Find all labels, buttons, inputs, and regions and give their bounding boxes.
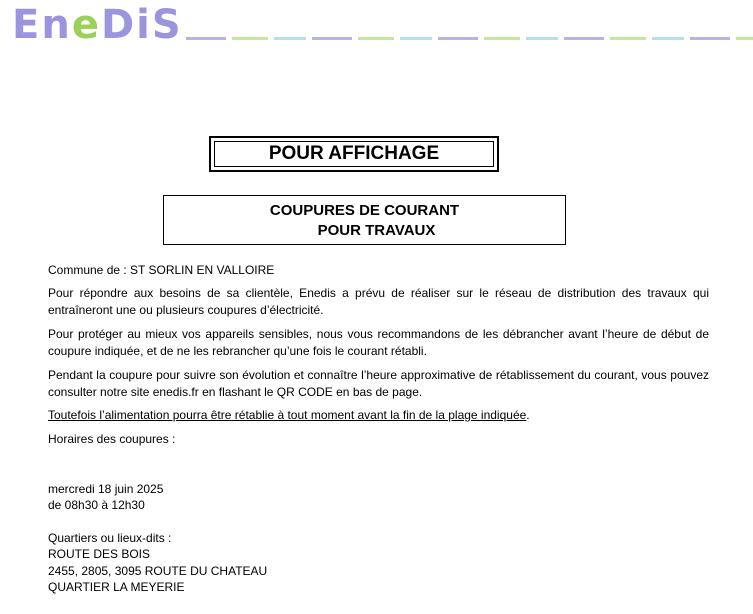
coupures-title-line1: COUPURES DE COURANT <box>269 202 460 219</box>
affichage-box <box>209 136 499 172</box>
schedule-hours: de 08h30 à 12h30 <box>48 498 145 512</box>
commune-line: Commune de : ST SORLIN EN VALLOIRE <box>48 263 275 277</box>
coupures-box <box>163 195 566 245</box>
horaires-label: Horaires des coupures : <box>48 432 176 446</box>
notice-line <box>48 407 709 424</box>
schedule-date: mercredi 18 juin 2025 <box>48 482 164 496</box>
notice-underlined: Toutefois l’alimentation pourra être rétablie à tout moment avant la fin de la plage indiquée <box>48 408 527 422</box>
logo-part-1: En <box>12 2 72 48</box>
place-item: ROUTE DES BOIS <box>48 547 151 561</box>
enedis-logo <box>12 2 183 48</box>
logo-part-2: e <box>71 2 101 48</box>
logo-part-3: DiS <box>100 2 183 48</box>
paragraph-2: Pour protéger au mieux vos appareils sensibles, nous vous recommandons de les débrancher avant l’heure de début de coupure indiquée, et de ne les rebrancher qu’une fois le courant rétabli. <box>48 327 709 358</box>
place-item: QUARTIER LA MEYERIE <box>48 580 185 594</box>
notice-end: . <box>526 408 530 422</box>
quartiers-label: Quartiers ou lieux-dits : <box>48 531 172 545</box>
affichage-title: POUR AFFICHAGE <box>214 141 494 167</box>
paragraph-3: Pendant la coupure pour suivre son évolution et connaître l’heure approximative de rétablissement du courant, vous pouvez consulter notre site enedis.fr en flashant le QR CODE en bas de page. <box>48 368 709 399</box>
place-item: 2455, 2805, 3095 ROUTE DU CHATEAU <box>48 564 268 578</box>
coupures-title-line2: POUR TRAVAUX <box>317 222 436 239</box>
paragraph-1: Pour répondre aux besoins de sa clientèle, Enedis a prévu de réaliser sur le réseau de distribution des travaux qui entraîneront une ou plusieurs coupures d’électricité. <box>48 286 709 317</box>
header-divider <box>186 37 753 40</box>
